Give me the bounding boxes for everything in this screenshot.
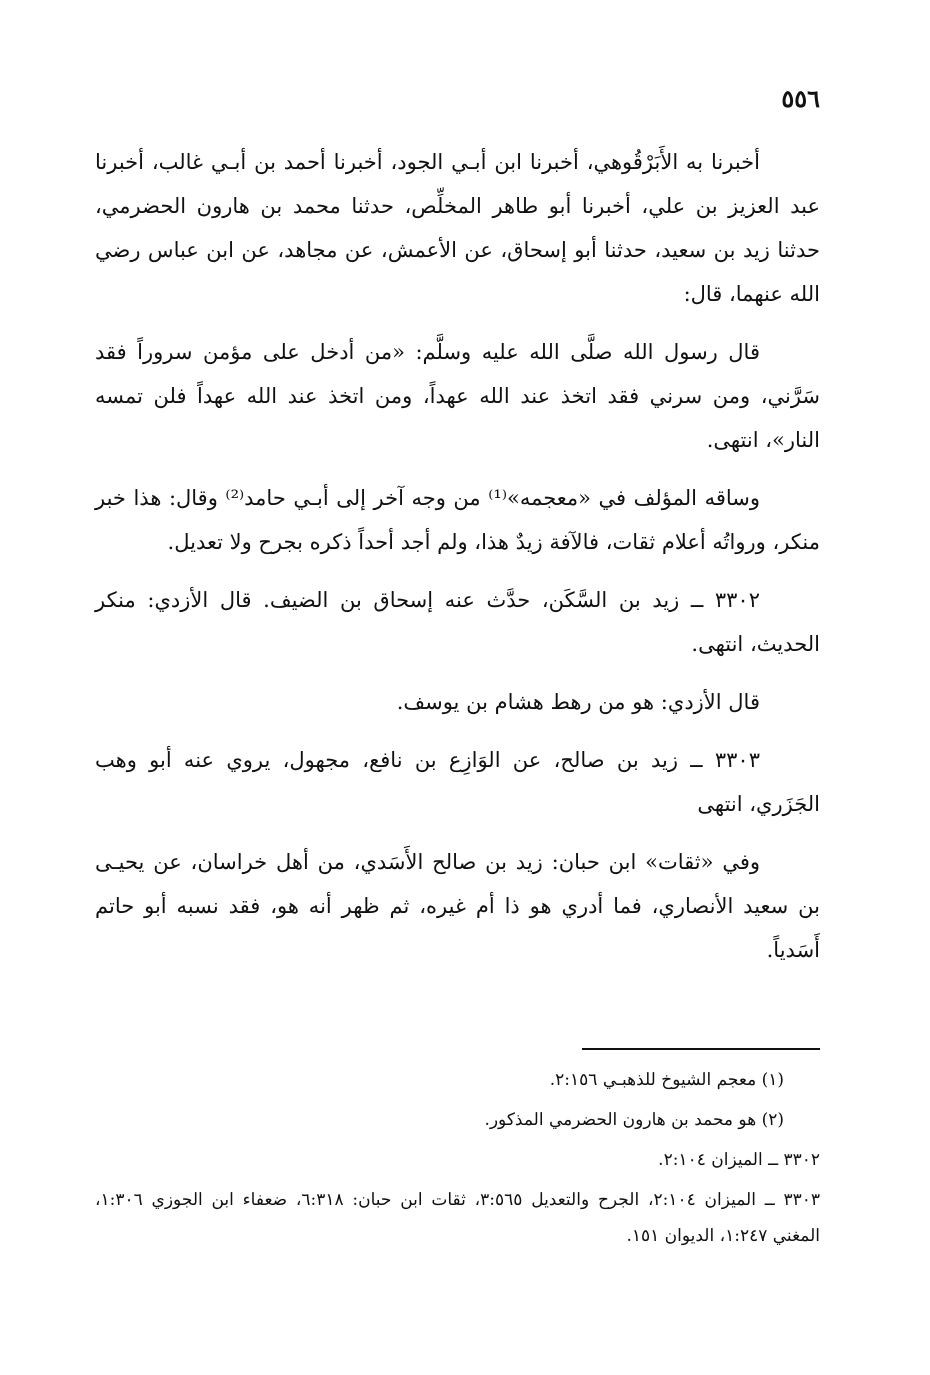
paragraph-azdi: قال الأزدي: هو من رهط هشام بن يوسف. xyxy=(396,690,760,714)
paragraph-hadith: قال رسول الله صلَّى الله عليه وسلَّم: «من أدخل على مؤمن سروراً فقد سَرَّني، ومن سرني فقد اتخذ عند الله عهداً، ومن اتخذ عند الله عهداً فلن تمسه النار»، انتهى. xyxy=(95,340,820,452)
footnote-3303: ٣٣٠٣ ــ الميزان ٢:١٠٤، الجرح والتعديل ٣:٥٦٥، ثقات ابن حبان: ٦:٣١٨، ضعفاء ابن الجوزي ١:٣٠٦، المغني ١:٢٤٧، الديوان ١٥١. xyxy=(95,1190,820,1246)
footnotes xyxy=(95,1062,820,1258)
entry-3303: ٣٣٠٣ ــ زيد بن صالح، عن الوَازِع بن نافع، مجهول، يروي عنه أبو وهب الجَزَري، انتهى xyxy=(95,748,820,816)
footnote-3302: ٣٣٠٢ ــ الميزان ٢:١٠٤. xyxy=(658,1150,820,1170)
paragraph-isnad: أخبرنا به الأَبَرْقُوهي، أخبرنا ابن أبـي الجود، أخبرنا أحمد بن أبـي غالب، أخبرنا عبد العزيز بن علي، أخبرنا أبو طاهر المخلِّص، حدثنا محمد بن هارون الحضرمي، حدثنا زيد بن سعيد، حدثنا أبو إسحاق، عن الأعمش، عن مجاهد، عن ابن عباس رضي الله عنهما، قال: xyxy=(95,150,820,306)
entry-3302: ٣٣٠٢ ــ زيد بن السَّكَن، حدَّث عنه إسحاق بن الضيف. قال الأزدي: منكر الحديث، انتهى. xyxy=(95,588,820,656)
page-number: ٥٥٦ xyxy=(781,84,820,113)
footnote-divider xyxy=(582,1048,820,1050)
paragraph-commentary: وساقه المؤلف في «معجمه»⁽¹⁾ من وجه آخر إلى أبـي حامد⁽²⁾ وقال: هذا خبر منكر، ورواتُه أعلام ثقات، فالآفة زيدٌ هذا، ولم أجد أحداً ذكره بجرح ولا تعديل. xyxy=(95,486,820,554)
footnote-1: (١) معجم الشيوخ للذهبـي ٢:١٥٦. xyxy=(549,1070,784,1090)
paragraph-thiqat: وفي «ثقات» ابن حبان: زيد بن صالح الأَسَدي، من أهل خراسان، عن يحيـى بن سعيد الأنصاري، فما أدري هو ذا أم غيره، ثم ظهر أنه هو، فقد نسبه أبو حاتم أَسَدياً. xyxy=(95,850,820,962)
main-text xyxy=(95,140,820,986)
footnote-2: (٢) هو محمد بن هارون الحضرمي المذكور. xyxy=(484,1110,784,1130)
